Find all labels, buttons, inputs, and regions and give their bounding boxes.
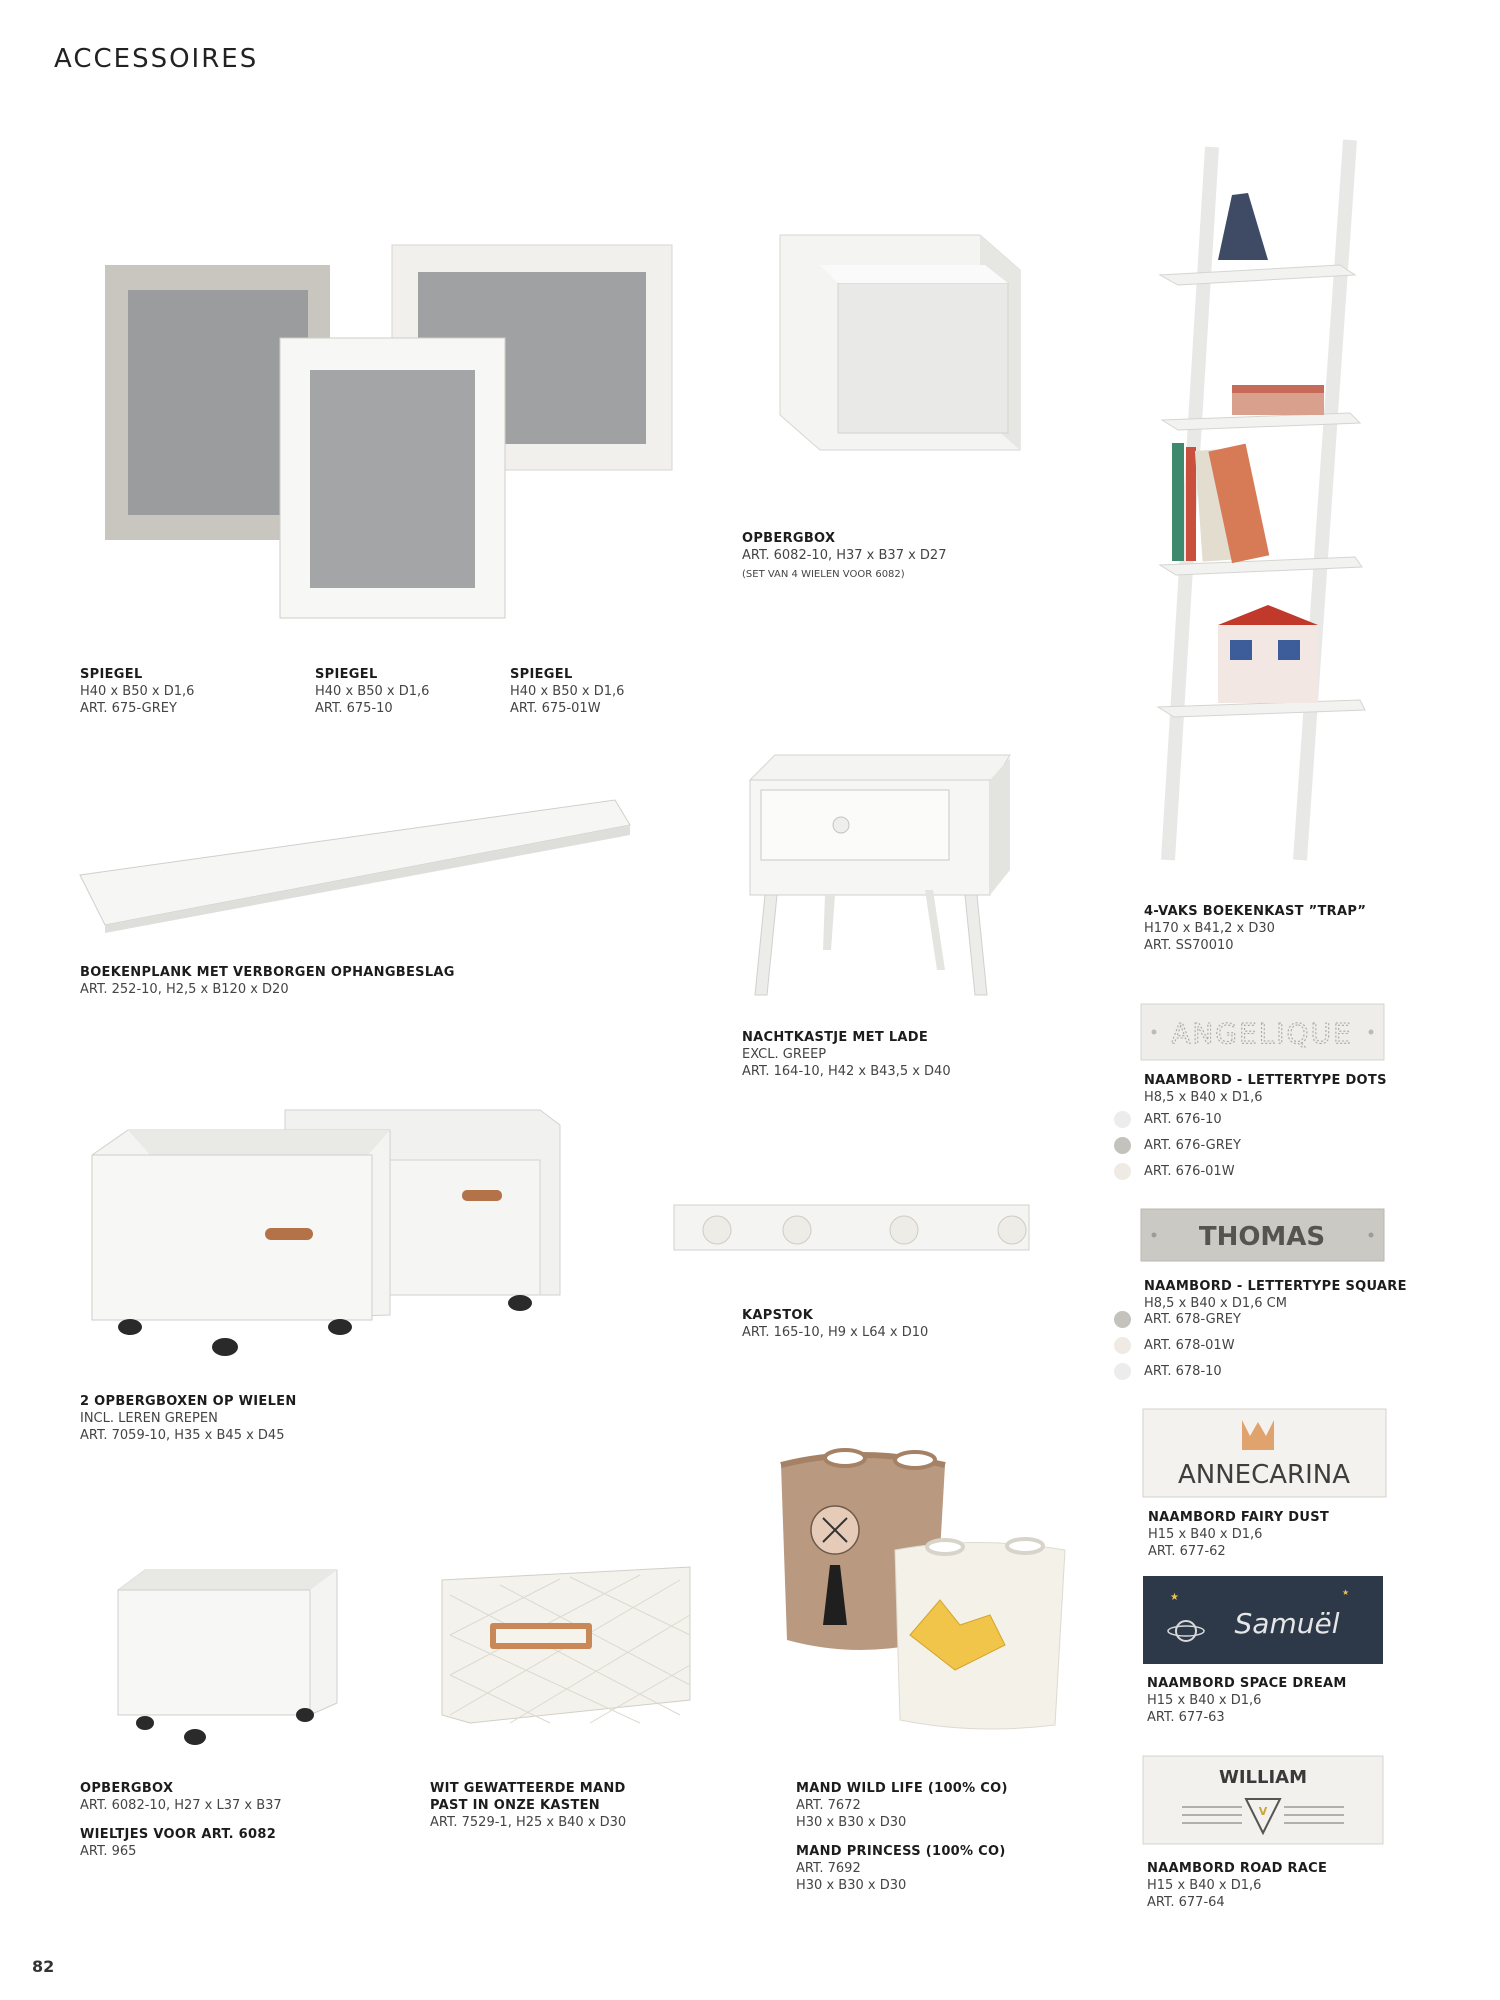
nightstand-image bbox=[745, 750, 1015, 1000]
nameboard-dots-text: ANGELIQUE bbox=[1171, 1017, 1353, 1050]
nameboard-dots-image bbox=[1140, 1003, 1385, 1061]
coat-rack-image bbox=[672, 1200, 1032, 1255]
variant-row: ART. 676-01W bbox=[1144, 1158, 1387, 1184]
caption-nachtkastje: NACHTKASTJE MET LADE EXCL. GREEP ART. 164-10, H42 x B43,5 x D40 bbox=[742, 1030, 951, 1079]
svg-text:★: ★ bbox=[1342, 1588, 1350, 1597]
svg-text:★: ★ bbox=[1170, 1592, 1179, 1603]
caption-boekenplank: BOEKENPLANK MET VERBORGEN OPHANGBESLAG ART. 252-10, H2,5 x B120 x D20 bbox=[80, 965, 455, 997]
caption-naambord-dots: NAAMBORD - LETTERTYPE DOTS H8,5 x B40 x D1,6 ART. 676-10 ART. 676-GREY ART. 676-01W bbox=[1144, 1072, 1387, 1184]
svg-text:V: V bbox=[1258, 1805, 1268, 1818]
caption-opbergboxen-wielen: 2 OPBERGBOXEN OP WIELEN INCL. LEREN GREPEN ART. 7059-10, H35 x B45 x D45 bbox=[80, 1394, 297, 1443]
caption-mand-wild-life: MAND WILD LIFE (100% CO) ART. 7672 H30 x B30 x D30 MAND PRINCESS (100% CO) ART. 7692 H30 x B30 x D30 bbox=[796, 1781, 1008, 1893]
color-swatch bbox=[1114, 1111, 1131, 1128]
page-title: ACCESSOIRES bbox=[54, 44, 259, 74]
small-storage-box-image bbox=[115, 1565, 340, 1745]
variant-row: ART. 676-GREY bbox=[1144, 1132, 1387, 1158]
storage-boxes-wheels-image bbox=[90, 1105, 565, 1360]
ladder-bookcase-image bbox=[1150, 135, 1370, 865]
color-swatch bbox=[1114, 1137, 1131, 1154]
storage-box-image bbox=[770, 225, 1030, 465]
mirrors-image bbox=[100, 240, 680, 620]
wall-shelf-image bbox=[75, 795, 635, 935]
variant-row: ART. 678-01W bbox=[1144, 1332, 1407, 1358]
caption-spiegel-01w: SPIEGEL H40 x B50 x D1,6 ART. 675-01W bbox=[510, 667, 625, 716]
page-number: 82 bbox=[32, 1957, 55, 1976]
nameboard-space-dream-image bbox=[1142, 1575, 1384, 1665]
caption-spiegel-10: SPIEGEL H40 x B50 x D1,6 ART. 675-10 bbox=[315, 667, 430, 716]
nameboard-road-race-text: WILLIAM bbox=[1218, 1767, 1308, 1788]
variant-row: ART. 678-GREY bbox=[1144, 1306, 1407, 1332]
wieltjes-title: WIELTJES VOOR ART. 6082 bbox=[80, 1827, 277, 1842]
caption-space-dream: NAAMBORD SPACE DREAM H15 x B40 x D1,6 ART. 677-63 bbox=[1147, 1676, 1347, 1725]
cotton-baskets-image bbox=[775, 1440, 1075, 1735]
mand-princess-title: MAND PRINCESS (100% CO) bbox=[796, 1844, 1006, 1859]
nameboard-fairy-dust-text: ANNECARINA bbox=[1177, 1460, 1351, 1490]
caption-naambord-square: NAAMBORD - LETTERTYPE SQUARE H8,5 x B40 x D1,6 CM ART. 678-GREY ART. 678-01W ART. 678-10 bbox=[1144, 1278, 1407, 1384]
caption-kapstok: KAPSTOK ART. 165-10, H9 x L64 x D10 bbox=[742, 1308, 929, 1340]
caption-mand-gewatteerd: WIT GEWATTEERDE MAND PAST IN ONZE KASTEN ART. 7529-1, H25 x B40 x D30 bbox=[430, 1781, 627, 1830]
color-swatch bbox=[1114, 1311, 1131, 1328]
caption-road-race: NAAMBORD ROAD RACE H15 x B40 x D1,6 ART. 677-64 bbox=[1147, 1861, 1328, 1910]
color-swatch bbox=[1114, 1363, 1131, 1380]
quilted-basket-image bbox=[440, 1565, 695, 1725]
caption-fairy-dust: NAAMBORD FAIRY DUST H15 x B40 x D1,6 ART. 677-62 bbox=[1148, 1510, 1330, 1559]
variant-row: ART. 676-10 bbox=[1144, 1106, 1387, 1132]
caption-opbergbox-wall: OPBERGBOX ART. 6082-10, H37 x B37 x D27 (SET VAN 4 WIELEN VOOR 6082) bbox=[742, 531, 947, 580]
nameboard-square-text: THOMAS bbox=[1198, 1222, 1326, 1252]
nameboard-space-dream-text: Samuël bbox=[1234, 1607, 1340, 1640]
color-swatch bbox=[1114, 1337, 1131, 1354]
caption-boekenkast: 4-VAKS BOEKENKAST ”TRAP” H170 x B41,2 x D30 ART. SS70010 bbox=[1144, 904, 1367, 953]
caption-spiegel-grey: SPIEGEL H40 x B50 x D1,6 ART. 675-GREY bbox=[80, 667, 195, 716]
nameboard-road-race-image bbox=[1142, 1755, 1384, 1845]
nameboard-square-image bbox=[1140, 1208, 1385, 1262]
variant-row: ART. 678-10 bbox=[1144, 1358, 1407, 1384]
nameboard-fairy-dust-image bbox=[1142, 1408, 1387, 1498]
color-swatch bbox=[1114, 1163, 1131, 1180]
caption-opbergbox-small: OPBERGBOX ART. 6082-10, H27 x L37 x B37 WIELTJES VOOR ART. 6082 ART. 965 bbox=[80, 1781, 282, 1859]
